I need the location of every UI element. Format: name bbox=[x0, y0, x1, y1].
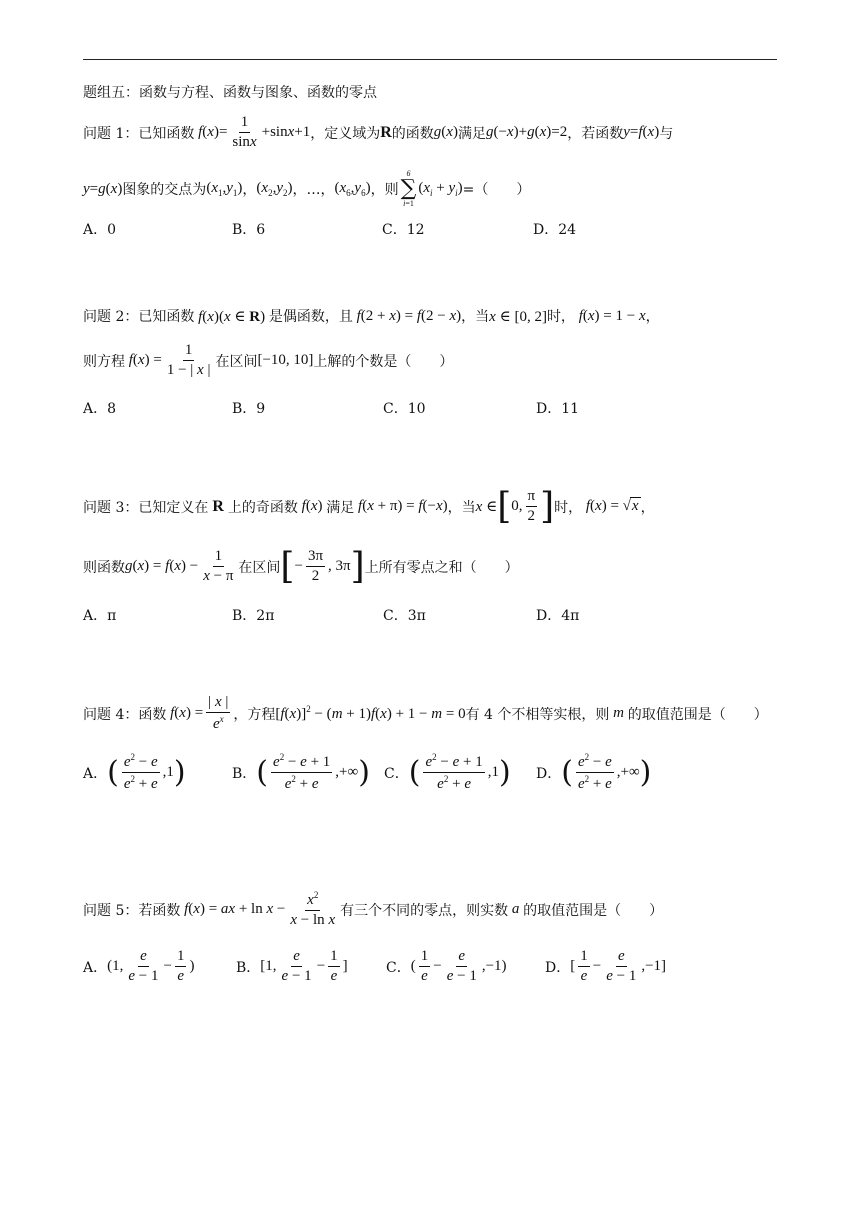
question-2-line-1 bbox=[83, 306, 660, 326]
close-paren: ) bbox=[639, 754, 652, 790]
option-label: C．3π bbox=[383, 608, 426, 624]
formula-3pi-over-2: $\frac{3\pi}{2}$ bbox=[307, 548, 324, 585]
question-1-line-1 bbox=[83, 114, 673, 152]
formula-g: g(x) bbox=[433, 124, 458, 141]
formula-option-c-end: ,−1) bbox=[481, 958, 507, 975]
option-label: B．6 bbox=[232, 222, 266, 238]
open-paren: ( bbox=[256, 754, 269, 790]
question-4-label: 问题 4： bbox=[83, 706, 139, 723]
formula-y-g: y=g(x) bbox=[83, 180, 123, 197]
close-paren: ) bbox=[358, 754, 370, 790]
question-2-text: 上解的个数是（ ） bbox=[313, 353, 454, 370]
formula-quadratic: $[f(x)]^2 - (m + 1)f(x) + 1 - m = 0$ bbox=[275, 704, 466, 723]
question-1-option-a[interactable] bbox=[83, 219, 116, 239]
formula-interval-10: [−10, 10] bbox=[257, 352, 314, 369]
option-label: B． bbox=[232, 765, 257, 782]
question-2-text: ， bbox=[645, 309, 660, 325]
set-R: R bbox=[380, 123, 392, 141]
formula-option-b-start: [1, bbox=[260, 958, 277, 975]
question-1-option-c[interactable] bbox=[382, 219, 425, 239]
formula-f-log: f(x) = ax + ln x − bbox=[180, 901, 286, 918]
question-2-text: ，当 bbox=[461, 309, 490, 325]
formula-f-domain: f(x)(x ∈ R) bbox=[194, 308, 266, 325]
question-3-line-2 bbox=[83, 545, 519, 587]
formula-e-over-e-minus-1: $\frac{e}{e - 1}$ bbox=[606, 948, 637, 985]
formula-e-over-e-minus-1: $\frac{e}{e - 1}$ bbox=[446, 948, 477, 985]
close-paren: ) bbox=[173, 754, 186, 790]
option-label: A． bbox=[83, 765, 108, 782]
question-3-text: ， bbox=[640, 499, 655, 516]
formula-close: ] bbox=[342, 958, 348, 975]
question-3-option-c[interactable] bbox=[383, 605, 426, 625]
question-4-text: ，方程 bbox=[233, 706, 276, 723]
question-1-text: ，若函数 bbox=[567, 125, 624, 142]
formula-fraction-abs: $\frac{1}{1 - | x |}$ bbox=[166, 342, 211, 379]
formula-sqrt: f(x) = √x bbox=[582, 498, 639, 515]
question-2-option-c[interactable] bbox=[383, 398, 426, 418]
formula-m: m bbox=[609, 705, 628, 722]
option-label: D． bbox=[536, 765, 562, 782]
formula-option-d-end: ,−1] bbox=[641, 958, 667, 975]
question-2-text: 则方程 bbox=[83, 353, 125, 370]
question-1-text: 图象的交点为 bbox=[122, 182, 207, 198]
formula-1-over-e: $\frac{1}{e}$ bbox=[420, 948, 429, 985]
set-R: R bbox=[208, 497, 228, 515]
option-label: C． bbox=[386, 959, 411, 976]
question-3-line-1 bbox=[83, 485, 655, 527]
question-1-text: 满足 bbox=[457, 125, 486, 142]
question-5-option-b[interactable] bbox=[236, 948, 348, 986]
formula-1-over-e: $\frac{1}{e}$ bbox=[580, 948, 588, 985]
formula-periodic: f(x + π) = f(−x) bbox=[354, 498, 448, 515]
question-2-text: 已知函数 bbox=[138, 309, 195, 325]
formula-fraction-x2: $\frac{x^2}{\text{x − ln x}}$ bbox=[290, 890, 336, 929]
question-3-option-b[interactable] bbox=[232, 605, 274, 625]
formula-y-f: y=f(x) bbox=[623, 124, 660, 141]
formula-minus: − bbox=[592, 958, 602, 975]
question-4-option-d[interactable] bbox=[536, 752, 651, 794]
right-bracket: ] bbox=[350, 545, 365, 587]
option-label: B．9 bbox=[232, 401, 266, 417]
formula-option-b-upper: ,+∞ bbox=[335, 764, 359, 781]
formula-point-2: $(x_2,y_2)$ bbox=[256, 180, 293, 198]
question-2-option-b[interactable] bbox=[232, 398, 265, 418]
question-3-text: 上所有零点之和（ ） bbox=[364, 559, 519, 576]
formula-g-def: g(x) = f(x) − bbox=[125, 558, 199, 575]
option-label: D．24 bbox=[533, 222, 577, 238]
question-3-text: 在区间 bbox=[238, 559, 281, 576]
formula-minus: − bbox=[316, 958, 326, 975]
formula-a: a bbox=[508, 901, 524, 918]
question-2-text: 时， bbox=[546, 309, 575, 325]
question-4-text: 有 4 个不相等实根，则 bbox=[465, 706, 610, 723]
question-5-text: 若函数 bbox=[138, 902, 181, 919]
question-3-text: ，当 bbox=[447, 499, 476, 516]
question-3-option-d[interactable] bbox=[536, 605, 579, 625]
question-1-text: 已知函数 bbox=[138, 125, 195, 142]
formula-close: ) bbox=[189, 958, 195, 975]
question-2-line-2 bbox=[83, 342, 453, 380]
question-5-text: 有三个不同的零点，则实数 bbox=[340, 902, 509, 919]
option-label: B． bbox=[236, 959, 261, 976]
open-paren: ( bbox=[561, 754, 573, 790]
formula-symmetry: f(2 + x) = f(2 − x) bbox=[352, 307, 462, 324]
formula-open: ( bbox=[410, 958, 416, 975]
formula-option-a-upper: ,1 bbox=[162, 764, 174, 781]
question-2-text: 在区间 bbox=[215, 353, 258, 370]
question-4-option-c[interactable] bbox=[384, 752, 511, 794]
formula-sinx-plus-1: +sinx+1 bbox=[261, 124, 311, 141]
option-label: A．8 bbox=[83, 401, 117, 417]
right-bracket: ] bbox=[540, 485, 555, 527]
formula-f-def: f(x)= bbox=[194, 124, 228, 141]
formula-zero: 0, bbox=[511, 498, 523, 515]
formula-option-c-upper: ,1 bbox=[487, 764, 499, 781]
option-label: C．12 bbox=[382, 222, 425, 238]
formula-minus: − bbox=[294, 558, 303, 575]
formula-f-piece: f(x) = 1 − x bbox=[574, 307, 646, 324]
question-1-text: ，…， bbox=[292, 182, 335, 198]
formula-option-a-fraction: $\frac{e^2 - e}{e^2 + e}$ bbox=[123, 752, 158, 793]
formula-interval: x ∈ [0, 2] bbox=[489, 308, 547, 325]
left-bracket: [ bbox=[497, 485, 512, 527]
formula-g-sum: g(−x)+g(x)=2 bbox=[485, 124, 568, 141]
question-4-option-b[interactable] bbox=[232, 752, 370, 794]
formula-point-6: $(x_6,y_6)$ bbox=[334, 180, 371, 198]
formula-sum-term: $(x_i + y_i)$ bbox=[418, 180, 463, 198]
question-2-text: 是偶函数，且 bbox=[268, 309, 353, 325]
question-1-label: 问题 1： bbox=[83, 125, 139, 142]
option-label: B．2π bbox=[232, 608, 275, 624]
formula-fraction-x-pi: $\frac{1}{x - \pi}$ bbox=[203, 548, 234, 585]
open-paren: ( bbox=[408, 754, 421, 790]
question-5-option-a[interactable] bbox=[83, 948, 194, 986]
question-3-text: 上的奇函数 bbox=[227, 499, 298, 516]
formula-minus: − bbox=[163, 958, 172, 975]
question-3-label: 问题 3： bbox=[83, 499, 139, 516]
question-1-text: ，定义域为 bbox=[310, 125, 381, 142]
question-2-option-d[interactable] bbox=[536, 398, 579, 418]
section-title-text: 题组五：函数与方程、函数与图象、函数的零点 bbox=[83, 85, 377, 101]
option-label: D． bbox=[545, 959, 571, 976]
option-label: D．11 bbox=[536, 401, 580, 417]
question-5-option-d[interactable] bbox=[545, 948, 666, 986]
question-4-option-a[interactable] bbox=[83, 752, 186, 794]
formula-1-over-e: $\frac{1}{e}$ bbox=[330, 948, 338, 985]
formula-option-a-start: (1, bbox=[107, 958, 124, 975]
formula-fraction-abs-exp: $\frac{| x |}{e^x}$ bbox=[208, 694, 229, 733]
formula-pi-over-2: $\frac{\pi}{2}$ bbox=[527, 488, 536, 525]
open-paren: ( bbox=[107, 754, 119, 790]
question-1-text: 与 bbox=[659, 125, 674, 142]
formula-interval-pi: x ∈ bbox=[475, 499, 498, 516]
question-1-text: =（ ） bbox=[462, 182, 531, 198]
option-label: D．4π bbox=[536, 608, 580, 624]
question-5-option-c[interactable] bbox=[386, 948, 507, 986]
formula-equation-lhs: f(x) = bbox=[125, 352, 162, 369]
question-5-label: 问题 5： bbox=[83, 902, 139, 919]
option-label: C．10 bbox=[383, 401, 426, 417]
question-5-line-1 bbox=[83, 890, 663, 930]
question-3-text: 则函数 bbox=[83, 559, 125, 576]
formula-option-d-fraction: $\frac{e^2 - e}{e^2 + e}$ bbox=[577, 752, 612, 793]
formula-1-over-e: $\frac{1}{e}$ bbox=[176, 948, 185, 985]
option-label: A． bbox=[83, 959, 108, 976]
header-rule bbox=[83, 59, 777, 60]
formula-f: f(x) bbox=[297, 498, 323, 515]
formula-option-d-upper: ,+∞ bbox=[616, 764, 640, 781]
question-4-text: 函数 bbox=[138, 706, 167, 723]
left-bracket: [ bbox=[280, 545, 295, 587]
option-label: A．0 bbox=[83, 222, 117, 238]
question-3-text: 已知定义在 bbox=[138, 499, 209, 516]
formula-e-over-e-minus-1: $\frac{e}{e - 1}$ bbox=[281, 948, 312, 985]
question-1-line-2 bbox=[83, 170, 530, 208]
formula-f-abs: f(x) = bbox=[166, 705, 204, 722]
summation-symbol: 6 ∑ i=1 bbox=[400, 169, 417, 208]
question-3-option-a[interactable] bbox=[83, 605, 116, 625]
option-label: C． bbox=[384, 765, 409, 782]
option-label: A．π bbox=[83, 608, 117, 624]
formula-open: [ bbox=[570, 958, 576, 975]
question-1-text: ，则 bbox=[370, 182, 399, 198]
formula-fraction-sinx: $\frac{1}{\sin x}$ bbox=[232, 114, 257, 151]
question-3-text: 满足 bbox=[326, 499, 355, 516]
question-2-label: 问题 2： bbox=[83, 309, 139, 325]
formula-point-1: $(x_1,y_1)$ bbox=[206, 180, 243, 198]
question-1-text: ， bbox=[242, 182, 257, 198]
formula-option-c-fraction: $\frac{e^2 - e + 1}{e^2 + e}$ bbox=[425, 752, 483, 793]
close-paren: ) bbox=[498, 754, 511, 790]
section-title bbox=[83, 82, 377, 102]
question-1-option-d[interactable] bbox=[533, 219, 576, 239]
formula-e-over-e-minus-1: $\frac{e}{e - 1}$ bbox=[128, 948, 159, 985]
formula-3pi: , 3π bbox=[328, 558, 351, 575]
question-1-option-b[interactable] bbox=[232, 219, 265, 239]
question-1-text: 的函数 bbox=[391, 125, 434, 142]
formula-minus: − bbox=[433, 958, 442, 975]
question-5-text: 的取值范围是（ ） bbox=[523, 902, 664, 919]
question-3-text: 时， bbox=[554, 499, 583, 516]
question-4-text: 的取值范围是（ ） bbox=[627, 706, 768, 723]
question-2-option-a[interactable] bbox=[83, 398, 116, 418]
question-4-line-1 bbox=[83, 694, 768, 734]
formula-option-b-fraction: $\frac{e^2 - e + 1}{e^2 + e}$ bbox=[273, 752, 331, 793]
